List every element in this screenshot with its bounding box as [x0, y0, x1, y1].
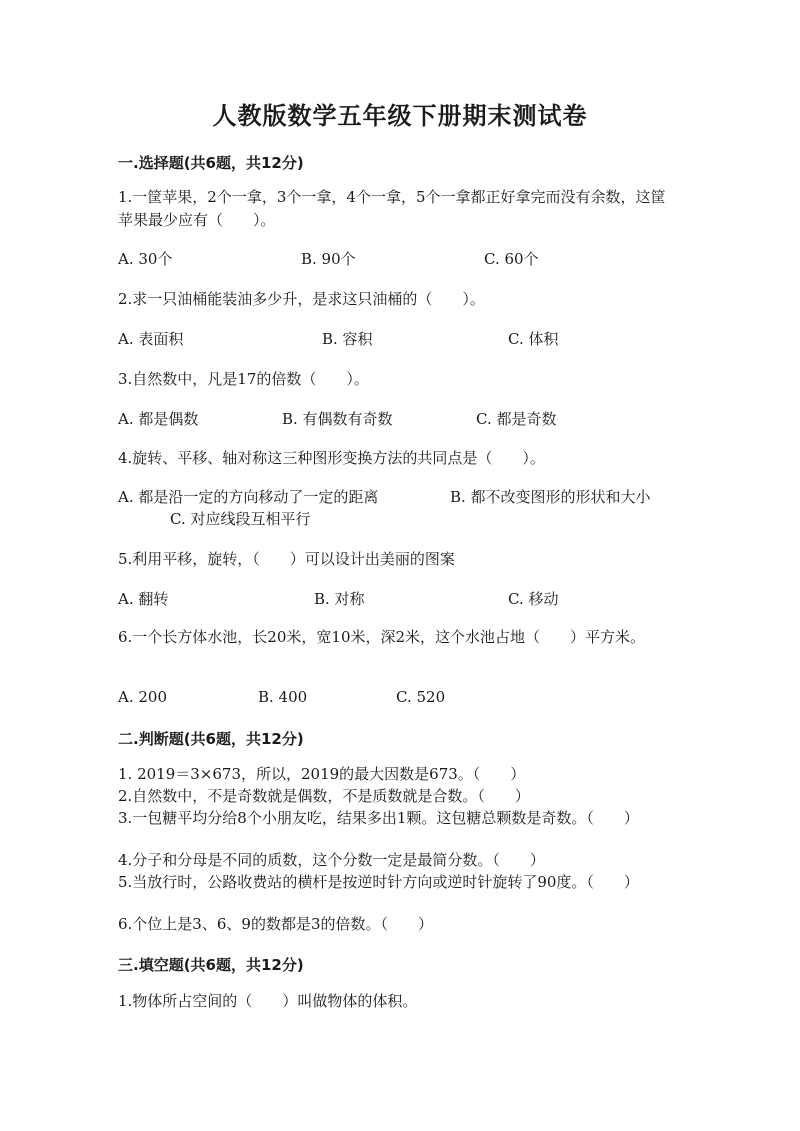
- option-a[interactable]: A. 翻转: [118, 590, 169, 608]
- options-row: [118, 328, 698, 350]
- option-a[interactable]: A. 200: [118, 688, 167, 706]
- option-a[interactable]: A. 都是沿一定的方向移动了一定的距离: [118, 488, 379, 506]
- option-a[interactable]: A. 30个: [118, 250, 173, 268]
- judge-item: 3.一包糖平均分给8个小朋友吃，结果多出1颗。这包糖总颗数是奇数。（ ）: [118, 809, 639, 827]
- option-c[interactable]: C. 60个: [484, 250, 539, 268]
- options-row: [118, 248, 698, 270]
- options-row: [118, 486, 698, 530]
- option-a[interactable]: A. 都是偶数: [118, 410, 199, 428]
- judge-item: 4.分子和分母是不同的质数，这个分数一定是最简分数。（ ）: [118, 851, 545, 869]
- judge-item: 6.个位上是3、6、9的数都是3的倍数。（ ）: [118, 915, 433, 933]
- question-text: 1.物体所占空间的（ ）叫做物体的体积。: [118, 992, 418, 1010]
- option-c[interactable]: C. 体积: [508, 330, 559, 348]
- option-c[interactable]: C. 移动: [508, 590, 559, 608]
- option-b[interactable]: B. 有偶数有奇数: [282, 410, 393, 428]
- question-text: 6.一个长方体水池，长20米，宽10米，深2米，这个水池占地（ ）平方米。: [118, 628, 646, 646]
- options-row: [118, 688, 698, 710]
- section-header-judge: 二.判断题(共6题，共12分): [118, 730, 304, 748]
- option-c[interactable]: C. 520: [396, 688, 446, 706]
- section-header-choice: 一.选择题(共6题，共12分): [118, 154, 304, 172]
- option-c[interactable]: C. 对应线段互相平行: [170, 510, 311, 528]
- section-header-fill: 三.填空题(共6题，共12分): [118, 956, 304, 974]
- judge-item: 5.当放行时，公路收费站的横杆是按逆时针方向或逆时针旋转了90度。（ ）: [118, 873, 639, 891]
- question-text: 2.求一只油桶能装油多少升，是求这只油桶的（ ）。: [118, 290, 485, 308]
- page-title: 人教版数学五年级下册期末测试卷: [212, 101, 588, 130]
- judge-item: 1. 2019＝3×673，所以，2019的最大因数是673。（ ）: [118, 765, 526, 783]
- question-text: 3.自然数中，凡是17的倍数（ ）。: [118, 370, 369, 388]
- question-text: 4.旋转、平移、轴对称这三种图形变换方法的共同点是（ ）。: [118, 449, 545, 467]
- option-b[interactable]: B. 容积: [322, 330, 373, 348]
- options-row: [118, 588, 698, 610]
- option-b[interactable]: B. 90个: [301, 250, 356, 268]
- options-row: [118, 408, 698, 430]
- option-b[interactable]: B. 400: [258, 688, 308, 706]
- judge-item: 2.自然数中，不是奇数就是偶数，不是质数就是合数。（ ）: [118, 787, 530, 805]
- question-text: 1.一筐苹果，2个一拿，3个一拿，4个一拿，5个一拿都正好拿完而没有余数，这筐苹果最少应有（ ）。: [118, 188, 666, 229]
- option-c[interactable]: C. 都是奇数: [476, 410, 557, 428]
- option-b[interactable]: B. 都不改变图形的形状和大小: [450, 488, 651, 506]
- option-a[interactable]: A. 表面积: [118, 330, 184, 348]
- question-text: 5.利用平移，旋转，（ ）可以设计出美丽的图案: [118, 550, 455, 568]
- option-b[interactable]: B. 对称: [314, 590, 365, 608]
